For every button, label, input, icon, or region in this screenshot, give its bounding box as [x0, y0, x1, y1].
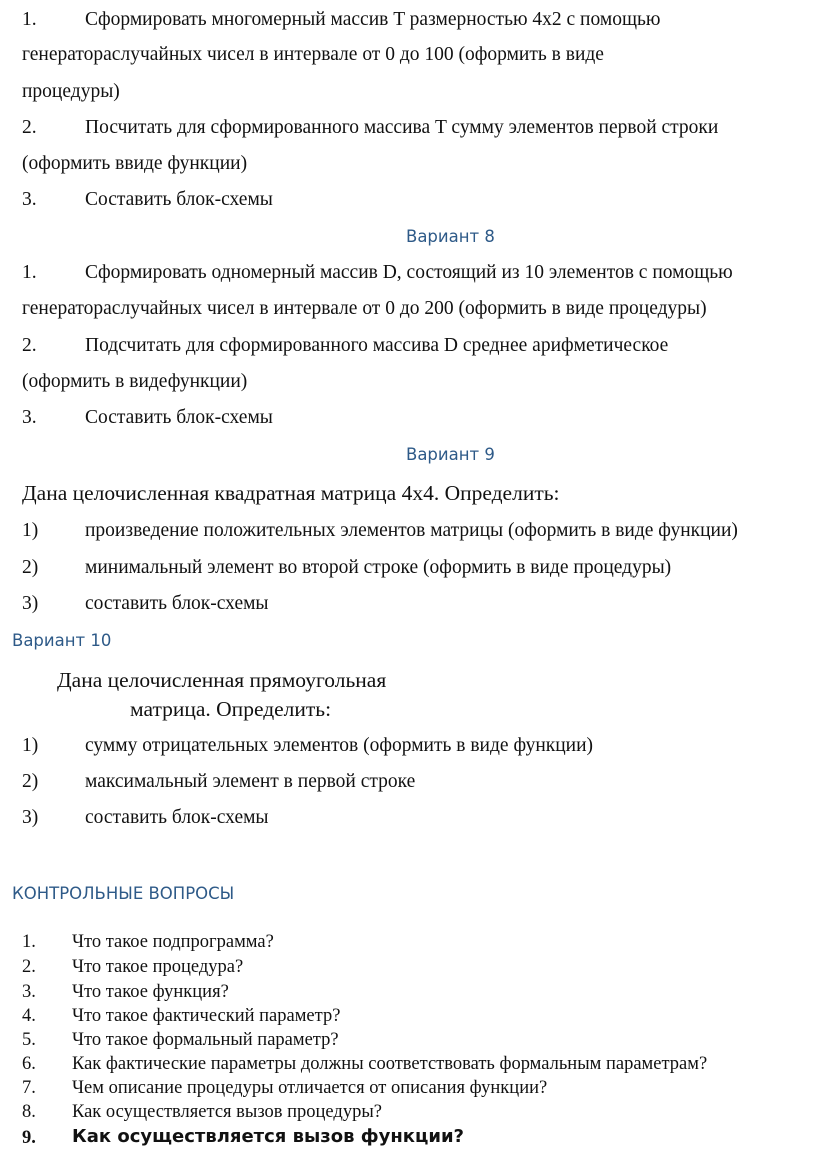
variant-10-intro-line2: матрица. Определить:: [130, 697, 332, 721]
variant-9-heading: Вариант 9: [406, 445, 495, 464]
question-number: 5.: [22, 1030, 36, 1050]
item-text: сумму отрицательных элементов (оформить в виде функции): [85, 735, 594, 756]
variant-10-heading: Вариант 10: [12, 631, 112, 650]
question-text: Что такое процедура?: [72, 957, 244, 977]
item-text: составить блок-схемы: [85, 593, 269, 614]
question-text: Что такое фактический параметр?: [72, 1006, 341, 1026]
question-number: 6.: [22, 1054, 36, 1074]
question-text: Как осуществляется вызов функции?: [72, 1126, 464, 1147]
question-number: 1.: [22, 932, 36, 952]
item-text: максимальный элемент в первой строке: [85, 771, 416, 792]
question-number: 9.: [22, 1128, 36, 1148]
variant-8-heading: Вариант 8: [406, 227, 495, 246]
item-number: 1): [22, 735, 39, 756]
task-number: 1.: [22, 9, 37, 30]
item-number: 2): [22, 557, 39, 578]
question-number: 8.: [22, 1102, 36, 1122]
question-text: Что такое функция?: [72, 982, 229, 1002]
question-text: Чем описание процедуры отличается от описания функции?: [72, 1078, 548, 1098]
task-number: 3.: [22, 189, 37, 210]
task-text: (оформить ввиде функции): [22, 153, 248, 174]
task-text: Сформировать многомерный массив T размерностью 4x2 с помощью: [85, 9, 661, 30]
task-text: Посчитать для сформированного массива T сумму элементов первой строки: [85, 117, 719, 138]
question-number: 3.: [22, 982, 36, 1002]
variant-9-intro: Дана целочисленная квадратная матрица 4x4. Определить:: [22, 481, 560, 505]
task-number: 2.: [22, 117, 37, 138]
task-text: генератораслучайных чисел в интервале от 0 до 100 (оформить в виде: [22, 44, 604, 65]
question-text: Что такое подпрограмма?: [72, 932, 274, 952]
task-text: процедуры): [22, 81, 120, 102]
question-number: 7.: [22, 1078, 36, 1098]
question-number: 2.: [22, 957, 36, 977]
question-number: 4.: [22, 1006, 36, 1026]
task-text: (оформить в видефункции): [22, 371, 248, 392]
task-text: Составить блок-схемы: [85, 189, 273, 210]
question-text: Как осуществляется вызов процедуры?: [72, 1102, 382, 1122]
item-text: составить блок-схемы: [85, 807, 269, 828]
task-text: Подсчитать для сформированного массива D среднее арифметическое: [85, 335, 669, 356]
item-text: произведение положительных элементов матрицы (оформить в виде функции): [85, 520, 738, 541]
variant-10-intro-line1: Дана целочисленная прямоугольная: [57, 668, 387, 692]
control-questions-heading: КОНТРОЛЬНЫЕ ВОПРОСЫ: [12, 884, 235, 903]
task-number: 2.: [22, 335, 37, 356]
item-number: 2): [22, 771, 39, 792]
item-number: 3): [22, 593, 39, 614]
question-text: Как фактические параметры должны соответствовать формальным параметрам?: [72, 1054, 708, 1074]
task-number: 1.: [22, 262, 37, 283]
task-text: Сформировать одномерный массив D, состоящий из 10 элементов с помощью: [85, 262, 733, 283]
item-number: 1): [22, 520, 39, 541]
task-text: генератораслучайных чисел в интервале от 0 до 200 (оформить в виде процедуры): [22, 298, 707, 319]
item-text: минимальный элемент во второй строке (оформить в виде процедуры): [85, 557, 672, 578]
question-text: Что такое формальный параметр?: [72, 1030, 339, 1050]
task-number: 3.: [22, 407, 37, 428]
item-number: 3): [22, 807, 39, 828]
task-text: Составить блок-схемы: [85, 407, 273, 428]
